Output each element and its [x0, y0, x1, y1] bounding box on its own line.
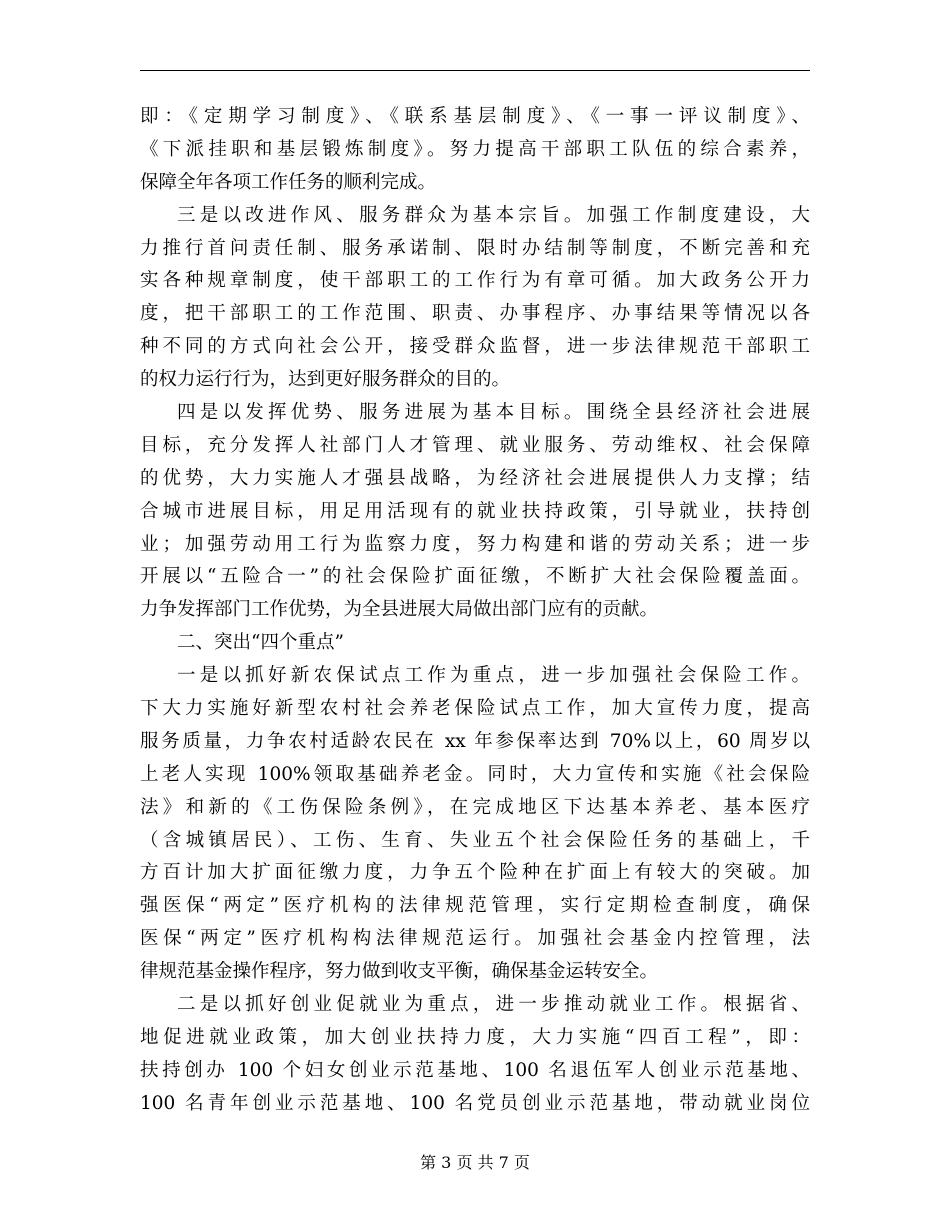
paragraph-first-line: 三是以改进作风、服务群众为基本宗旨。加强工作制度建设，大 — [177, 204, 810, 226]
text-line: 实各种规章制度，使干部职工的工作行为有章可循。加大政务公开力 — [140, 270, 810, 292]
text-line: 扶持创办 100 个妇女创业示范基地、100 名退伍军人创业示范基地、 — [140, 1059, 810, 1081]
text-line: 力争发挥部门工作优势，为全县进展大局做出部门应有的贡献。 — [140, 599, 659, 621]
paragraph-first-line: 二是以抓好创业促就业为重点，进一步推动就业工作。根据省、 — [177, 994, 810, 1016]
text-line: 的优势，大力实施人才强县战略，为经济社会进展提供人力支撑；结 — [140, 467, 810, 489]
text-line: 100 名青年创业示范基地、100 名党员创业示范基地，带动就业岗位 — [140, 1092, 810, 1114]
text-line: 种不同的方式向社会公开，接受群众监督，进一步法律规范干部职工 — [140, 336, 810, 358]
text-line: 服务质量，力争农村适龄农民在 xx 年参保率达到 70%以上，60 周岁以 — [140, 730, 810, 752]
text-line: 力推行首问责任制、服务承诺制、限时办结制等制度，不断完善和充 — [140, 237, 810, 259]
section-heading: 二、突出“四个重点” — [177, 632, 344, 654]
header-rule — [140, 70, 810, 71]
text-line: 方百计加大扩面征缴力度，力争五个险种在扩面上有较大的突破。加 — [140, 862, 810, 884]
text-line: 开展以“五险合一”的社会保险扩面征缴，不断扩大社会保险覆盖面。 — [140, 566, 810, 588]
text-line: 律规范基金操作程序，努力做到收支平衡，确保基金运转安全。 — [140, 961, 659, 983]
text-line: 目标，充分发挥人社部门人才管理、就业服务、劳动维权、社会保障 — [140, 434, 810, 456]
text-line: 强医保“两定”医疗机构的法律规范管理，实行定期检查制度，确保 — [140, 895, 810, 917]
paragraph-first-line: 四是以发挥优势、服务进展为基本目标。围绕全县经济社会进展 — [177, 402, 810, 424]
text-line: 地促进就业政策，加大创业扶持力度，大力实施“四百工程”，即： — [140, 1026, 810, 1048]
text-line: 即：《定期学习制度》、《联系基层制度》、《一事一评议制度》、 — [140, 106, 810, 127]
text-line: 的权力运行行为，达到更好服务群众的目的。 — [140, 369, 511, 391]
text-line: 业；加强劳动用工行为监察力度，努力构建和谐的劳动关系；进一步 — [140, 533, 810, 555]
text-line: 保障全年各项工作任务的顺利完成。 — [140, 171, 437, 193]
document-body — [140, 101, 810, 1121]
page-number-footer: 第 3 页 共 7 页 — [420, 1153, 530, 1172]
text-line: 合城市进展目标，用足用活现有的就业扶持政策，引导就业，扶持创 — [140, 500, 810, 522]
text-line: 上老人实现 100%领取基础养老金。同时，大力宣传和实施《社会保险 — [140, 763, 810, 785]
text-line: 法》和新的《工伤保险条例》，在完成地区下达基本养老、基本医疗 — [140, 796, 810, 818]
text-line: 度，把干部职工的工作范围、职责、办事程序、办事结果等情况以各 — [140, 303, 810, 325]
text-line: 《下派挂职和基层锻炼制度》。努力提高干部职工队伍的综合素养， — [140, 138, 810, 160]
text-line: 下大力实施好新型农村社会养老保险试点工作，加大宣传力度，提高 — [140, 698, 810, 720]
text-line: （含城镇居民）、工伤、生育、失业五个社会保险任务的基础上，千 — [140, 829, 810, 851]
text-line: 医保“两定”医疗机构构法律规范运行。加强社会基金内控管理，法 — [140, 928, 810, 950]
paragraph-first-line: 一是以抓好新农保试点工作为重点，进一步加强社会保险工作。 — [177, 665, 810, 687]
